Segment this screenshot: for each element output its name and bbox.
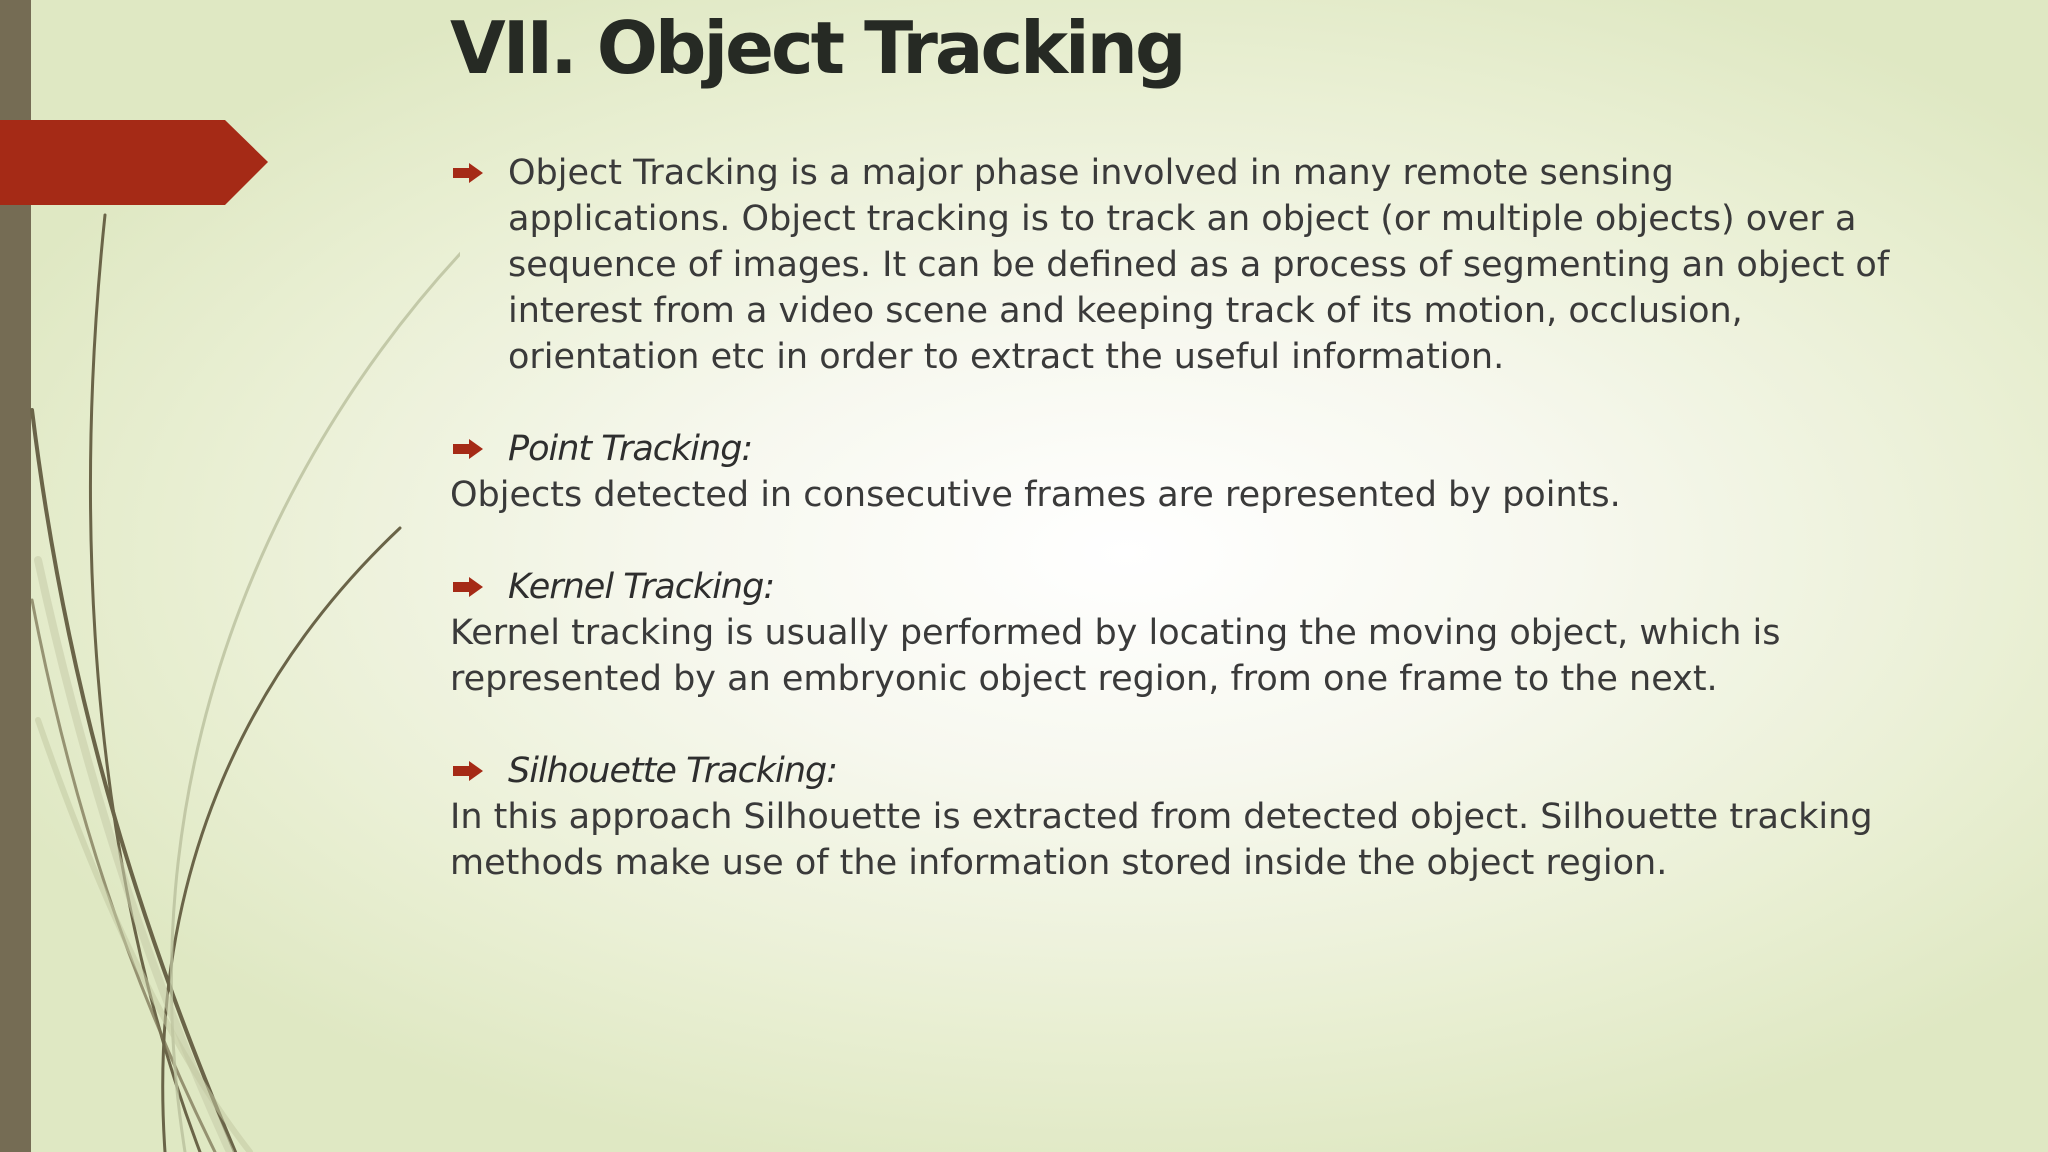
section-heading-row [450, 564, 1900, 610]
decorative-grass-lines [0, 0, 460, 1152]
section-text: Objects detected in consecutive frames are represented by points. [450, 475, 1621, 515]
arrow-bullet-icon [453, 163, 483, 183]
section-text: Kernel tracking is usually performed by locating the moving object, which is represented by an embryonic object region, from one frame to the next. [450, 613, 1781, 699]
red-arrow-banner [0, 120, 268, 205]
section-heading: Point Tracking: [508, 429, 753, 469]
section-heading-row [450, 426, 1900, 472]
section-heading-row [450, 748, 1900, 794]
section-kernel-tracking [450, 564, 1900, 702]
section-heading: Silhouette Tracking: [508, 751, 838, 791]
slide-content [450, 150, 1900, 886]
intro-bullet [450, 150, 1900, 380]
page-title: VII. Object Tracking [450, 6, 1184, 90]
arrow-bullet-icon [453, 439, 483, 459]
section-silhouette-tracking [450, 748, 1900, 886]
section-heading: Kernel Tracking: [508, 567, 775, 607]
section-point-tracking [450, 426, 1900, 518]
arrow-bullet-icon [453, 761, 483, 781]
section-text: In this approach Silhouette is extracted from detected object. Silhouette tracking methods make use of the information stored inside the object region. [450, 797, 1873, 883]
intro-text: Object Tracking is a major phase involved in many remote sensing applications. Object tracking is to track an object (or multiple objects) over a sequence of images. It can be defined as a process of segmenting an object of interest from a video scene and keeping track of its motion, occlusion, orientation etc in order to extract the useful information. [508, 153, 1890, 377]
arrow-bullet-icon [453, 577, 483, 597]
